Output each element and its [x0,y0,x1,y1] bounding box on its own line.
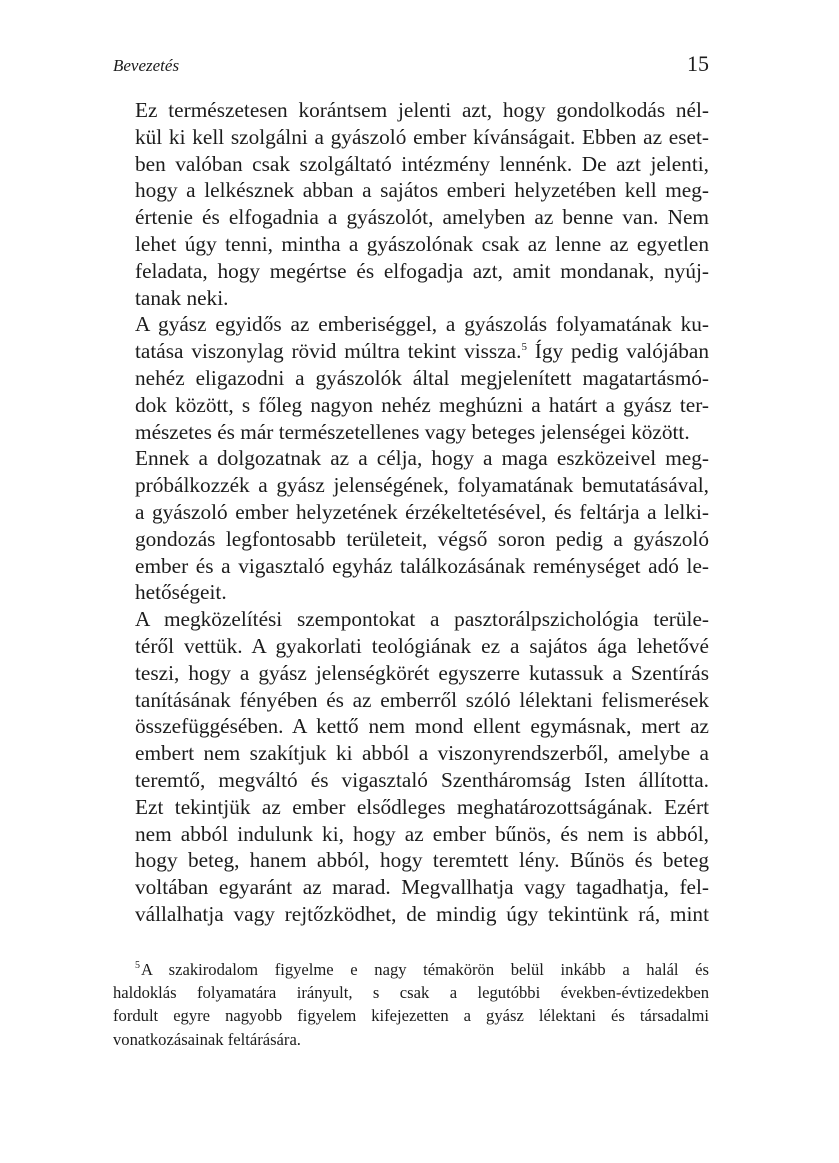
text-line: ben valóban csak szolgáltató intézmény lennénk. De azt jelenti, [135,151,709,176]
footnote-line [113,958,709,981]
paragraph-4 [113,606,709,928]
footnote-number: 5 [135,960,140,971]
footnote-line: haldoklás folyamatára irányult, s csak a legutóbbi években-évtizedekben [113,983,709,1003]
text-line: értenie és elfogadnia a gyászolót, amelyben az benne van. Nem [135,205,709,230]
text-line: gondozás legfontosabb területeit, végső soron pedig a gyászoló [135,526,709,551]
page-number: 15 [687,51,709,76]
text-segment: A szakirodalom figyelme e nagy témakörön belül inkább a halál és [141,960,709,979]
text-line: teszi, hogy a gyász jelenségkörét egyszerre kutassuk a Szentírás [135,660,709,685]
paragraph-3 [113,445,709,606]
footnote-line: vonatkozásainak feltárására. [113,1029,301,1049]
paragraph-1 [113,97,709,311]
text-line: embert nem szakítjuk ki abból a viszonyrendszerből, amelybe a [135,741,709,766]
footnotes [113,958,709,1051]
text-line: Ez természetesen korántsem jelenti azt, hogy gondolkodás nél- [135,98,709,122]
text-line: teremtő, megváltó és vigasztaló Szentháromság Isten állította. [135,767,709,792]
text-line: hogy beteg, hanem abból, hogy teremtett lény. Bűnös és beteg [135,848,709,873]
body-text [113,97,709,928]
running-head [113,51,709,77]
text-line: voltában egyaránt az marad. Megvallhatja vagy tagadhatja, fel- [135,875,709,900]
paragraph-2 [113,311,709,445]
text-segment: tatása viszonylag rövid múltra tekint vissza. [135,339,522,364]
text-line-with-footnote-ref [113,338,709,365]
text-line: nehéz eligazodni a gyászolók által megjelenített magatartásmó- [135,365,709,390]
text-line: nem abból indulunk ki, hogy az ember bűnös, és nem is abból, [135,821,709,846]
text-line: feladata, hogy megértse és elfogadja azt, amit mondanak, nyúj- [135,258,709,283]
footnote-5 [113,958,709,1051]
text-line: Ennek a dolgozatnak az a célja, hogy a maga eszközeivel meg- [135,446,709,471]
text-line: ember és a vigasztaló egyház találkozásának reménységet adó le- [135,553,709,578]
text-line: dok között, s főleg nagyon nehéz meghúzni a határt a gyász ter- [135,392,709,417]
text-line: Ezt tekintjük az ember elsődleges meghatározottságának. Ezért [135,794,709,819]
text-line: A gyász egyidős az emberiséggel, a gyászolás folyamatának ku- [135,312,709,337]
text-line: a gyászoló ember helyzetének érzékeltetésével, és feltárja a lelki- [135,499,709,524]
text-line: próbálkozzék a gyász jelenségének, folyamatának bemutatásával, [135,473,709,498]
text-line: lehet úgy tenni, mintha a gyászolónak csak az lenne az egyetlen [135,231,709,256]
text-line: kül ki kell szolgálni a gyászoló ember kívánságait. Ebben az eset- [135,124,709,149]
footnote-reference[interactable]: 5 [521,341,527,354]
text-line: mészetes és már természetellenes vagy beteges jelenségei között. [135,419,690,444]
text-segment: Így pedig valójában [526,339,709,364]
footnote-line: fordult egyre nagyobb figyelem kifejezetten a gyász lélektani és társadalmi [113,1006,709,1026]
text-line: összefüggésében. A kettő nem mond ellent egymásnak, mert az [135,714,709,739]
text-line: téről vettük. A gyakorlati teológiának ez a sajátos ága lehetővé [135,633,709,658]
text-line: A megközelítési szempontokat a pasztorálpszichológia terüle- [135,607,709,632]
text-line: hetőségeit. [135,580,227,605]
section-title: Bevezetés [113,56,180,75]
text-line: tanításának fényében és az emberről szóló lélektani felismerések [135,687,709,712]
text-line: vállalhatja vagy rejtőzködhet, de mindig úgy tekintünk rá, mint [135,901,709,926]
text-line: tanak neki. [135,285,229,310]
text-line: hogy a lelkésznek abban a sajátos emberi helyzetében kell meg- [135,178,709,203]
